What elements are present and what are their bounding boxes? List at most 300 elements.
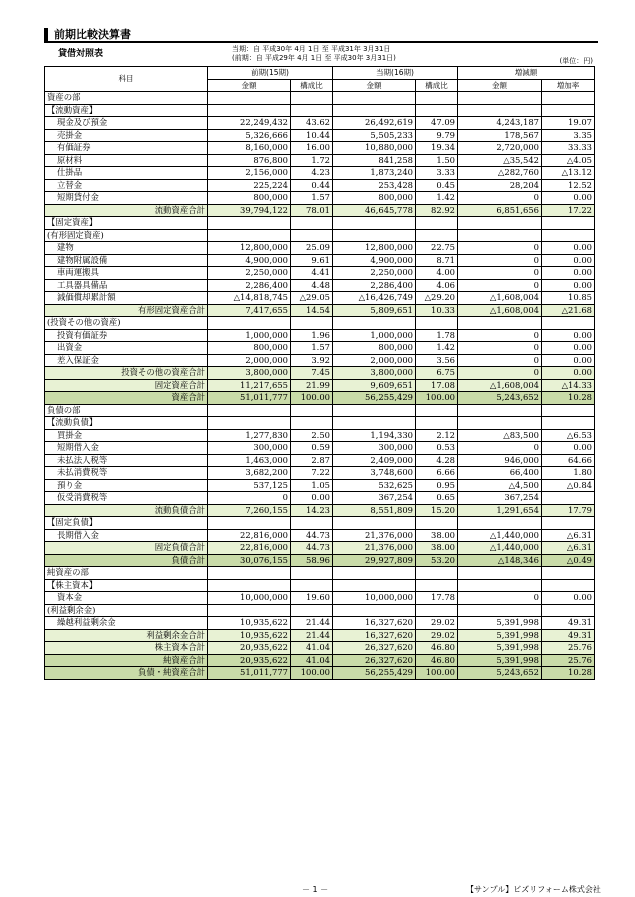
cell-prior-ratio <box>291 567 333 580</box>
cell-prior-ratio: 43.62 <box>291 117 333 130</box>
cell-prior-amount <box>208 517 291 530</box>
cell-change-rate: 0.00 <box>542 242 595 255</box>
cell-prior-ratio: 41.04 <box>291 654 333 667</box>
cell-current-ratio: 29.02 <box>416 629 458 642</box>
table-row <box>45 667 595 680</box>
balance-sheet-body <box>45 92 595 680</box>
row-label: 差入保証金 <box>45 354 208 367</box>
cell-current-amount: 21,376,000 <box>333 529 416 542</box>
row-label: 未払法人税等 <box>45 454 208 467</box>
cell-prior-ratio: 1.96 <box>291 329 333 342</box>
cell-prior-amount <box>208 604 291 617</box>
cell-prior-ratio <box>291 404 333 417</box>
table-row <box>45 142 595 155</box>
cell-prior-amount: 3,682,200 <box>208 467 291 480</box>
row-label: 建物附属設備 <box>45 254 208 267</box>
row-label: 流動負債合計 <box>45 504 208 517</box>
cell-current-amount <box>333 229 416 242</box>
row-label: 短期借入金 <box>45 442 208 455</box>
row-label: 現金及び預金 <box>45 117 208 130</box>
table-row <box>45 392 595 405</box>
row-label: 【固定負債】 <box>45 517 208 530</box>
cell-change-rate: 0.00 <box>542 442 595 455</box>
cell-prior-amount: 10,935,622 <box>208 629 291 642</box>
cell-change-rate: 10.28 <box>542 667 595 680</box>
cell-prior-ratio: 25.09 <box>291 242 333 255</box>
period-prior: (前期：自 平成29年 4月 1日 至 平成30年 3月31日) <box>232 54 396 62</box>
cell-current-amount: 26,327,620 <box>333 642 416 655</box>
cell-prior-ratio: 16.00 <box>291 142 333 155</box>
row-label: 固定資産合計 <box>45 379 208 392</box>
row-label: 売掛金 <box>45 129 208 142</box>
cell-current-amount: 367,254 <box>333 492 416 505</box>
company-name: 【サンプル】ビズリフォーム株式会社 <box>466 885 601 894</box>
cell-prior-ratio <box>291 579 333 592</box>
table-row <box>45 617 595 630</box>
cell-current-amount <box>333 104 416 117</box>
cell-current-amount: 46,645,778 <box>333 204 416 217</box>
cell-prior-amount <box>208 579 291 592</box>
table-row <box>45 342 595 355</box>
cell-change-rate <box>542 517 595 530</box>
table-row <box>45 567 595 580</box>
cell-prior-amount <box>208 404 291 417</box>
cell-current-amount <box>333 567 416 580</box>
cell-prior-ratio: 1.57 <box>291 342 333 355</box>
cell-current-amount: 8,551,809 <box>333 504 416 517</box>
cell-change-rate: 0.00 <box>542 192 595 205</box>
cell-current-ratio <box>416 604 458 617</box>
cell-prior-ratio: 19.60 <box>291 592 333 605</box>
table-row <box>45 404 595 417</box>
cell-change-amount: 4,243,187 <box>458 117 542 130</box>
cell-current-amount: 1,194,330 <box>333 429 416 442</box>
cell-change-rate: △0.49 <box>542 554 595 567</box>
cell-change-amount: 5,243,652 <box>458 392 542 405</box>
page-number: － 1 － <box>302 885 329 894</box>
table-row <box>45 304 595 317</box>
period-current: 当期：自 平成30年 4月 1日 至 平成31年 3月31日 <box>232 45 391 53</box>
cell-current-ratio: 29.02 <box>416 617 458 630</box>
cell-change-amount <box>458 404 542 417</box>
cell-prior-ratio <box>291 104 333 117</box>
cell-current-amount: 1,873,240 <box>333 167 416 180</box>
cell-change-rate: △13.12 <box>542 167 595 180</box>
cell-change-rate <box>542 604 595 617</box>
cell-change-rate: 0.00 <box>542 254 595 267</box>
row-label: 資産の部 <box>45 92 208 105</box>
cell-prior-amount: 1,463,000 <box>208 454 291 467</box>
cell-current-amount: 26,327,620 <box>333 654 416 667</box>
cell-change-rate: 0.00 <box>542 354 595 367</box>
cell-current-ratio <box>416 579 458 592</box>
cell-current-amount <box>333 317 416 330</box>
cell-change-rate: △4.05 <box>542 154 595 167</box>
cell-change-rate: 0.00 <box>542 279 595 292</box>
cell-current-ratio <box>416 217 458 230</box>
table-row <box>45 417 595 430</box>
cell-change-amount: △148,346 <box>458 554 542 567</box>
row-label: 株主資本合計 <box>45 642 208 655</box>
table-row <box>45 354 595 367</box>
cell-prior-amount: 800,000 <box>208 342 291 355</box>
cell-current-amount: 9,609,651 <box>333 379 416 392</box>
cell-change-amount: 0 <box>458 267 542 280</box>
row-label: 有価証券 <box>45 142 208 155</box>
cell-prior-ratio: 4.23 <box>291 167 333 180</box>
cell-current-amount: 5,505,233 <box>333 129 416 142</box>
cell-change-rate: 19.07 <box>542 117 595 130</box>
title-underline <box>44 41 598 43</box>
cell-current-amount <box>333 92 416 105</box>
table-row <box>45 317 595 330</box>
cell-prior-amount: 225,224 <box>208 179 291 192</box>
cell-prior-ratio: 4.48 <box>291 279 333 292</box>
cell-prior-amount: 1,000,000 <box>208 329 291 342</box>
cell-prior-amount <box>208 104 291 117</box>
cell-prior-ratio: 100.00 <box>291 667 333 680</box>
cell-change-amount: △1,440,000 <box>458 542 542 555</box>
row-label: 【流動負債】 <box>45 417 208 430</box>
row-label: 未払消費税等 <box>45 467 208 480</box>
cell-change-rate: 64.66 <box>542 454 595 467</box>
cell-prior-ratio: 0.00 <box>291 492 333 505</box>
cell-prior-amount: 4,900,000 <box>208 254 291 267</box>
cell-change-rate: △0.84 <box>542 479 595 492</box>
statement-title: 貸借対照表 <box>58 49 104 59</box>
cell-current-amount <box>333 417 416 430</box>
table-row <box>45 654 595 667</box>
cell-current-ratio: 4.00 <box>416 267 458 280</box>
cell-current-ratio: 22.75 <box>416 242 458 255</box>
cell-change-rate: 10.85 <box>542 292 595 305</box>
cell-change-amount: 5,391,998 <box>458 654 542 667</box>
cell-prior-ratio: 14.23 <box>291 504 333 517</box>
table-row <box>45 167 595 180</box>
cell-change-amount: 6,851,656 <box>458 204 542 217</box>
row-label: 原材料 <box>45 154 208 167</box>
cell-current-ratio: 1.42 <box>416 192 458 205</box>
cell-change-amount: 5,391,998 <box>458 629 542 642</box>
cell-change-rate: 10.28 <box>542 392 595 405</box>
cell-prior-ratio <box>291 229 333 242</box>
cell-current-amount: 26,492,619 <box>333 117 416 130</box>
cell-prior-ratio: 0.59 <box>291 442 333 455</box>
cell-change-rate: 17.22 <box>542 204 595 217</box>
cell-current-amount <box>333 579 416 592</box>
row-label: 工具器具備品 <box>45 279 208 292</box>
cell-prior-amount: 537,125 <box>208 479 291 492</box>
cell-current-amount: 21,376,000 <box>333 542 416 555</box>
cell-change-amount: 5,391,998 <box>458 617 542 630</box>
cell-current-ratio: 10.33 <box>416 304 458 317</box>
cell-current-ratio: 2.12 <box>416 429 458 442</box>
cell-prior-amount: 11,217,655 <box>208 379 291 392</box>
cell-change-amount: 0 <box>458 279 542 292</box>
unit-label: (単位：円) <box>559 57 593 65</box>
cell-change-amount: 5,391,998 <box>458 642 542 655</box>
cell-change-amount <box>458 104 542 117</box>
cell-current-ratio: 1.78 <box>416 329 458 342</box>
cell-current-ratio <box>416 229 458 242</box>
cell-current-amount: 532,625 <box>333 479 416 492</box>
cell-change-amount: △1,440,000 <box>458 529 542 542</box>
cell-prior-ratio: 21.44 <box>291 617 333 630</box>
row-label: (利益剰余金) <box>45 604 208 617</box>
cell-prior-amount <box>208 417 291 430</box>
cell-change-rate: 1.80 <box>542 467 595 480</box>
row-label: 建物 <box>45 242 208 255</box>
cell-prior-amount: 8,160,000 <box>208 142 291 155</box>
cell-change-amount: 0 <box>458 242 542 255</box>
cell-prior-amount: 22,249,432 <box>208 117 291 130</box>
row-label: 仕掛品 <box>45 167 208 180</box>
cell-change-amount: △4,500 <box>458 479 542 492</box>
row-label: 立替金 <box>45 179 208 192</box>
table-row <box>45 579 595 592</box>
cell-current-amount: 10,000,000 <box>333 592 416 605</box>
header-prior-ratio: 構成比 <box>291 79 333 92</box>
cell-change-amount <box>458 317 542 330</box>
row-label: 車両運搬具 <box>45 267 208 280</box>
cell-prior-ratio: 14.54 <box>291 304 333 317</box>
cell-prior-amount: 1,277,830 <box>208 429 291 442</box>
cell-change-rate <box>542 417 595 430</box>
cell-prior-ratio: 44.73 <box>291 529 333 542</box>
cell-change-amount <box>458 517 542 530</box>
cell-change-rate <box>542 317 595 330</box>
cell-prior-ratio: 10.44 <box>291 129 333 142</box>
cell-prior-ratio: 78.01 <box>291 204 333 217</box>
cell-prior-amount <box>208 567 291 580</box>
cell-current-ratio: 9.79 <box>416 129 458 142</box>
cell-change-amount <box>458 217 542 230</box>
cell-change-rate: 25.76 <box>542 654 595 667</box>
cell-prior-amount: 5,326,666 <box>208 129 291 142</box>
cell-current-amount: 800,000 <box>333 192 416 205</box>
cell-current-amount: 2,286,400 <box>333 279 416 292</box>
table-row <box>45 104 595 117</box>
cell-prior-ratio <box>291 604 333 617</box>
cell-current-ratio: 8.71 <box>416 254 458 267</box>
cell-prior-ratio: 4.41 <box>291 267 333 280</box>
cell-prior-amount: 3,800,000 <box>208 367 291 380</box>
cell-change-rate <box>542 579 595 592</box>
cell-change-amount <box>458 92 542 105</box>
cell-current-ratio: 15.20 <box>416 504 458 517</box>
table-row <box>45 129 595 142</box>
cell-current-amount <box>333 604 416 617</box>
table-row <box>45 642 595 655</box>
cell-change-rate: 17.79 <box>542 504 595 517</box>
table-row <box>45 292 595 305</box>
header-prior-amount: 金額 <box>208 79 291 92</box>
cell-prior-amount <box>208 229 291 242</box>
cell-change-amount <box>458 417 542 430</box>
cell-prior-ratio: 21.44 <box>291 629 333 642</box>
cell-current-amount: 16,327,620 <box>333 617 416 630</box>
cell-current-amount: 12,800,000 <box>333 242 416 255</box>
cell-change-amount: 0 <box>458 592 542 605</box>
cell-change-rate <box>542 92 595 105</box>
cell-prior-amount: 22,816,000 <box>208 529 291 542</box>
table-row <box>45 379 595 392</box>
row-label: 【株主資本】 <box>45 579 208 592</box>
table-row <box>45 204 595 217</box>
cell-change-rate: 49.31 <box>542 629 595 642</box>
cell-prior-amount <box>208 217 291 230</box>
table-row <box>45 92 595 105</box>
cell-current-ratio <box>416 317 458 330</box>
cell-current-amount: 1,000,000 <box>333 329 416 342</box>
cell-current-amount: 300,000 <box>333 442 416 455</box>
table-row <box>45 542 595 555</box>
cell-prior-amount: 39,794,122 <box>208 204 291 217</box>
cell-current-amount: 4,900,000 <box>333 254 416 267</box>
cell-current-amount: 16,327,620 <box>333 629 416 642</box>
row-label: 純資産の部 <box>45 567 208 580</box>
row-label: 負債・純資産合計 <box>45 667 208 680</box>
cell-current-amount: 56,255,429 <box>333 392 416 405</box>
cell-prior-amount: 20,935,622 <box>208 654 291 667</box>
cell-prior-ratio <box>291 517 333 530</box>
row-label: 出資金 <box>45 342 208 355</box>
cell-change-amount: 0 <box>458 354 542 367</box>
cell-current-ratio: 0.95 <box>416 479 458 492</box>
row-label: 【流動資産】 <box>45 104 208 117</box>
cell-current-ratio <box>416 104 458 117</box>
cell-current-amount: 5,809,651 <box>333 304 416 317</box>
cell-prior-amount: 2,000,000 <box>208 354 291 367</box>
cell-current-ratio: 3.33 <box>416 167 458 180</box>
header-prior: 前期(15期) <box>208 67 333 80</box>
cell-change-rate: 0.00 <box>542 367 595 380</box>
cell-change-rate: 25.76 <box>542 642 595 655</box>
row-label: (投資その他の資産) <box>45 317 208 330</box>
cell-current-amount: 3,748,600 <box>333 467 416 480</box>
row-label: (有形固定資産) <box>45 229 208 242</box>
row-label: 減価償却累計額 <box>45 292 208 305</box>
cell-current-ratio: 47.09 <box>416 117 458 130</box>
cell-change-amount: 367,254 <box>458 492 542 505</box>
cell-prior-ratio: 2.50 <box>291 429 333 442</box>
cell-current-amount <box>333 404 416 417</box>
header-current-ratio: 構成比 <box>416 79 458 92</box>
balance-sheet-table <box>44 66 595 680</box>
cell-current-ratio <box>416 92 458 105</box>
cell-prior-ratio: 7.22 <box>291 467 333 480</box>
table-row <box>45 242 595 255</box>
cell-current-ratio: 6.66 <box>416 467 458 480</box>
header-item: 科目 <box>45 67 208 92</box>
row-label: 長期借入金 <box>45 529 208 542</box>
cell-change-amount: 2,720,000 <box>458 142 542 155</box>
cell-change-rate <box>542 217 595 230</box>
cell-current-amount: 10,880,000 <box>333 142 416 155</box>
cell-prior-amount: 10,000,000 <box>208 592 291 605</box>
cell-prior-amount: 800,000 <box>208 192 291 205</box>
cell-current-ratio: 82.92 <box>416 204 458 217</box>
cell-prior-amount: 2,156,000 <box>208 167 291 180</box>
cell-change-amount: △1,608,004 <box>458 379 542 392</box>
cell-prior-amount: 30,076,155 <box>208 554 291 567</box>
table-row <box>45 267 595 280</box>
cell-change-amount: 1,291,654 <box>458 504 542 517</box>
cell-change-rate <box>542 567 595 580</box>
cell-change-rate: 3.35 <box>542 129 595 142</box>
cell-change-rate: 0.00 <box>542 592 595 605</box>
table-row <box>45 517 595 530</box>
header-current: 当期(16期) <box>333 67 458 80</box>
header-row-1 <box>45 67 595 80</box>
cell-change-amount: 5,243,652 <box>458 667 542 680</box>
cell-current-amount: 2,409,000 <box>333 454 416 467</box>
cell-change-rate: △14.33 <box>542 379 595 392</box>
cell-prior-amount: 51,011,777 <box>208 667 291 680</box>
row-label: 純資産合計 <box>45 654 208 667</box>
table-row <box>45 217 595 230</box>
cell-prior-ratio: 21.99 <box>291 379 333 392</box>
cell-change-rate: 49.31 <box>542 617 595 630</box>
cell-change-amount: 0 <box>458 442 542 455</box>
cell-prior-amount: 51,011,777 <box>208 392 291 405</box>
cell-change-amount: △282,760 <box>458 167 542 180</box>
row-label: 投資その他の資産合計 <box>45 367 208 380</box>
cell-current-ratio: 17.78 <box>416 592 458 605</box>
row-label: 【固定資産】 <box>45 217 208 230</box>
cell-prior-amount <box>208 92 291 105</box>
cell-change-amount <box>458 579 542 592</box>
cell-current-ratio: 46.80 <box>416 642 458 655</box>
table-row <box>45 554 595 567</box>
cell-current-ratio: 6.75 <box>416 367 458 380</box>
table-row <box>45 467 595 480</box>
cell-change-rate: 0.00 <box>542 329 595 342</box>
cell-current-ratio <box>416 404 458 417</box>
row-label: 資産合計 <box>45 392 208 405</box>
table-row <box>45 279 595 292</box>
cell-prior-amount: 20,935,622 <box>208 642 291 655</box>
cell-current-amount: 2,000,000 <box>333 354 416 367</box>
cell-prior-amount: △14,818,745 <box>208 292 291 305</box>
row-label: 負債の部 <box>45 404 208 417</box>
cell-prior-amount: 876,800 <box>208 154 291 167</box>
table-row <box>45 117 595 130</box>
cell-current-ratio: 4.28 <box>416 454 458 467</box>
cell-current-amount: 841,258 <box>333 154 416 167</box>
cell-prior-ratio <box>291 417 333 430</box>
row-label: 預り金 <box>45 479 208 492</box>
cell-prior-amount: 7,417,655 <box>208 304 291 317</box>
cell-change-amount: 178,567 <box>458 129 542 142</box>
row-label: 利益剰余金合計 <box>45 629 208 642</box>
table-row <box>45 592 595 605</box>
cell-change-amount <box>458 604 542 617</box>
cell-prior-amount: 7,260,155 <box>208 504 291 517</box>
cell-change-amount: △1,608,004 <box>458 292 542 305</box>
table-row <box>45 329 595 342</box>
row-label: 買掛金 <box>45 429 208 442</box>
cell-change-rate: 0.00 <box>542 342 595 355</box>
header-change-amount: 金額 <box>458 79 542 92</box>
period-info <box>232 45 396 63</box>
row-label: 固定負債合計 <box>45 542 208 555</box>
cell-current-ratio: 38.00 <box>416 542 458 555</box>
cell-current-amount: 2,250,000 <box>333 267 416 280</box>
cell-prior-amount <box>208 317 291 330</box>
cell-prior-ratio <box>291 317 333 330</box>
cell-change-rate: △6.31 <box>542 542 595 555</box>
